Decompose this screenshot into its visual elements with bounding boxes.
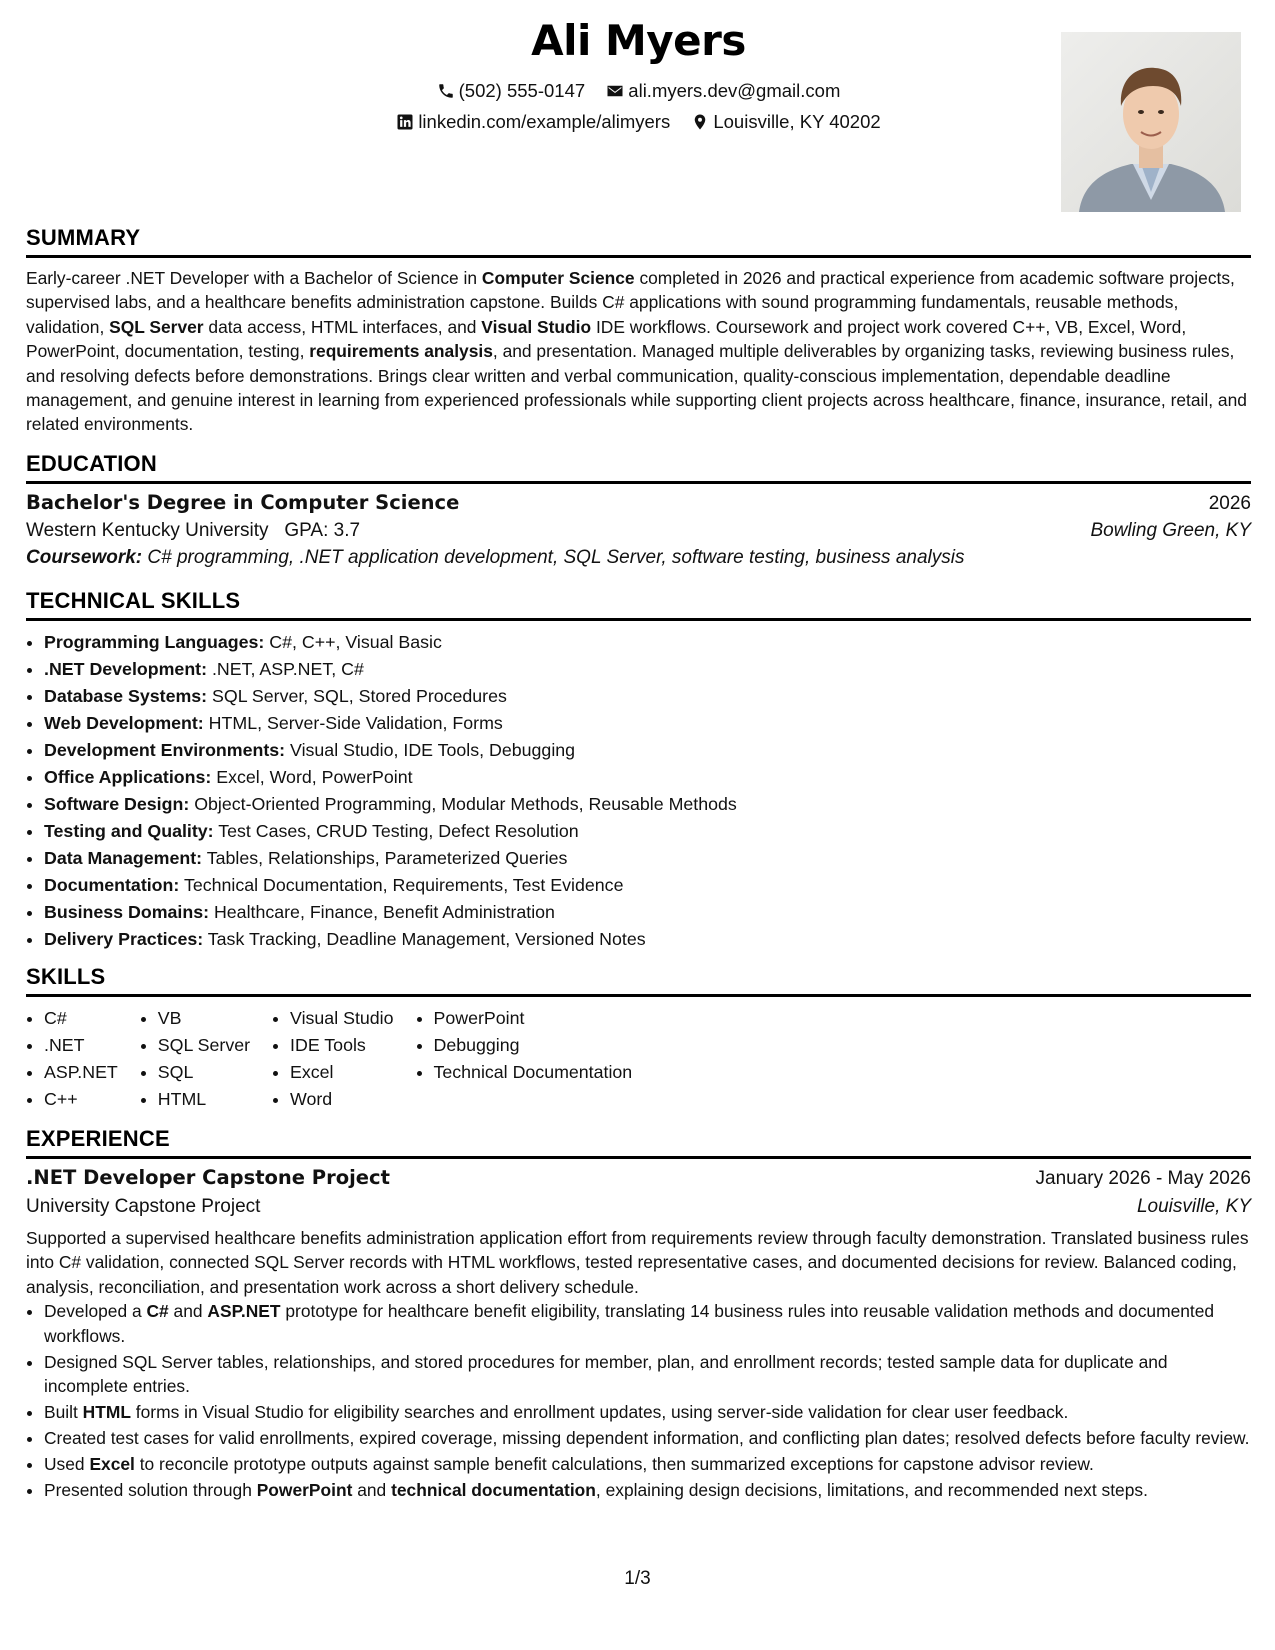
skill-values: Test Cases, CRUD Testing, Defect Resolution bbox=[213, 820, 579, 841]
skill-values: .NET, ASP.NET, C# bbox=[207, 658, 364, 679]
experience-bullet bbox=[44, 1478, 1251, 1503]
skills-column bbox=[26, 1005, 118, 1113]
experience-bullet bbox=[44, 1299, 1251, 1348]
technical-skills-section bbox=[26, 588, 1251, 953]
text-run: Developed a bbox=[44, 1301, 147, 1322]
experience-bullet bbox=[44, 1452, 1251, 1477]
technical-skill-item bbox=[44, 629, 1251, 656]
skill-category: Delivery Practices: bbox=[44, 928, 204, 949]
school-location: Bowling Green, KY bbox=[1090, 519, 1251, 541]
text-run: Built bbox=[44, 1402, 83, 1423]
job-location: Louisville, KY bbox=[1136, 1195, 1251, 1217]
bold-keyword: technical documentation bbox=[391, 1480, 596, 1501]
skill-values: SQL Server, SQL, Stored Procedures bbox=[207, 685, 507, 706]
skill-item: • HTML bbox=[158, 1086, 250, 1113]
experience-row-2 bbox=[26, 1196, 1251, 1218]
skill-category: Business Domains: bbox=[44, 901, 210, 922]
technical-skill-item bbox=[44, 737, 1251, 764]
skill-item: • PowerPoint bbox=[434, 1005, 633, 1032]
location-contact bbox=[691, 111, 880, 133]
bold-keyword: C# bbox=[146, 1301, 169, 1322]
skill-item: • IDE Tools bbox=[290, 1032, 393, 1059]
skill-values: Object-Oriented Programming, Modular Methods, Reusable Methods bbox=[189, 793, 737, 814]
degree-title: Bachelor's Degree in Computer Science bbox=[26, 490, 460, 514]
technical-skill-item bbox=[44, 845, 1251, 872]
skill-item: • Technical Documentation bbox=[434, 1059, 633, 1086]
text-run: Created test cases for valid enrollments, expired coverage, missing dependent information, and conflicting plan dates; resolved defects before faculty review. bbox=[44, 1428, 1250, 1449]
graduation-year: 2026 bbox=[1208, 492, 1251, 514]
education-section bbox=[26, 451, 1251, 569]
job-description: Supported a supervised healthcare benefits administration application effort from requirements review through faculty demonstration. Translated business rules into C# validation, connected SQL Server records with HTML workflows, tested representative cases, and documented decisions for review. Balanced coding, analysis, reconciliation, and presentation work across a short delivery schedule. bbox=[26, 1227, 1249, 1297]
text-run: prototype for healthcare benefit eligibility, translating 14 business rules into reusable validation methods and documented workflows. bbox=[44, 1301, 1215, 1346]
text-run: Presented solution through bbox=[44, 1480, 257, 1501]
bold-keyword: PowerPoint bbox=[256, 1480, 353, 1501]
text-run: , and presentation. Managed multiple deliverables by organizing tasks, reviewing business rules, and resolving defects before demonstrations. Brings clear written and verbal communication, quality-conscious implementation, dependable deadline management, and genuine interest in learning from experienced professionals while supporting client projects across healthcare, finance, insurance, retail, and related environments. bbox=[26, 341, 1247, 435]
envelope-icon bbox=[606, 82, 624, 100]
skill-item: • ASP.NET bbox=[44, 1059, 118, 1086]
job-dates: January 2026 - May 2026 bbox=[1035, 1167, 1251, 1189]
bold-keyword: requirements analysis bbox=[309, 341, 493, 362]
skill-values: Task Tracking, Deadline Management, Versioned Notes bbox=[203, 928, 646, 949]
education-row-2 bbox=[26, 520, 1251, 542]
skill-values: Visual Studio, IDE Tools, Debugging bbox=[285, 739, 576, 760]
technical-skill-item bbox=[44, 683, 1251, 710]
skill-category: Programming Languages: bbox=[44, 631, 265, 652]
text-run: IDE workflows. Coursework and project work covered C++, VB, Excel, Word, PowerPoint, documentation, testing, bbox=[26, 316, 1187, 362]
bold-keyword: Excel bbox=[89, 1454, 135, 1475]
text-run: Early-career .NET Developer with a Bachelor of Science in bbox=[26, 268, 482, 288]
technical-skill-item bbox=[44, 656, 1251, 683]
bold-keyword: SQL Server bbox=[109, 316, 204, 337]
skill-item: • SQL Server bbox=[158, 1032, 250, 1059]
coursework-line bbox=[26, 547, 1251, 569]
email-text[interactable]: ali.myers.dev@gmail.com bbox=[628, 80, 841, 101]
experience-section bbox=[26, 1126, 1251, 1503]
skill-category: Database Systems: bbox=[44, 685, 208, 706]
map-pin-icon bbox=[691, 113, 709, 131]
job-org: University Capstone Project bbox=[26, 1195, 261, 1217]
skills-column bbox=[140, 1005, 250, 1113]
skill-category: Development Environments: bbox=[44, 739, 286, 760]
skill-item: • SQL bbox=[158, 1059, 250, 1086]
skill-category: Testing and Quality: bbox=[44, 820, 214, 841]
skill-category: Documentation: bbox=[44, 874, 180, 895]
text-run: Used bbox=[44, 1454, 90, 1475]
skill-category: Data Management: bbox=[44, 847, 203, 868]
text-run: , explaining design decisions, limitations, and recommended next steps. bbox=[595, 1480, 1148, 1501]
skills-column bbox=[272, 1005, 393, 1113]
skill-item: • Excel bbox=[290, 1059, 393, 1086]
linkedin-icon bbox=[396, 113, 414, 131]
skills-columns bbox=[26, 1005, 1251, 1113]
skill-item: • .NET bbox=[44, 1032, 118, 1059]
skills-heading: SKILLS bbox=[26, 964, 1251, 997]
skill-item: • C# bbox=[44, 1005, 118, 1032]
text-run: forms in Visual Studio for eligibility searches and enrollment updates, using server-side validation for clear user feedback. bbox=[130, 1402, 1069, 1423]
phone-icon bbox=[437, 82, 455, 100]
job-bullets bbox=[26, 1299, 1251, 1503]
skills-column bbox=[416, 1005, 633, 1113]
resume-header bbox=[26, 0, 1251, 225]
experience-bullet bbox=[44, 1350, 1251, 1399]
page-number: 1/3 bbox=[624, 1568, 651, 1589]
skill-values: Excel, Word, PowerPoint bbox=[211, 766, 413, 787]
technical-skill-item bbox=[44, 926, 1251, 953]
skill-category: Software Design: bbox=[44, 793, 190, 814]
technical-skill-item bbox=[44, 818, 1251, 845]
education-heading: EDUCATION bbox=[26, 451, 1251, 484]
skill-item: • Debugging bbox=[434, 1032, 633, 1059]
coursework-label: Coursework: bbox=[26, 546, 143, 568]
bold-keyword: Visual Studio bbox=[481, 316, 592, 337]
technical-skill-item bbox=[44, 791, 1251, 818]
resume-page bbox=[26, 0, 1251, 1504]
text-run: Designed SQL Server tables, relationships, and stored procedures for member, plan, and enrollment records; tested sample data for duplicate and incomplete entries. bbox=[44, 1351, 1168, 1397]
summary-text bbox=[26, 266, 1251, 437]
skill-category: Office Applications: bbox=[44, 766, 212, 787]
linkedin-text[interactable]: linkedin.com/example/alimyers bbox=[418, 111, 671, 132]
summary-heading: SUMMARY bbox=[26, 225, 1251, 258]
candidate-name: Ali Myers bbox=[531, 16, 746, 65]
technical-skill-item bbox=[44, 872, 1251, 899]
summary-section bbox=[26, 225, 1251, 437]
school-name: Western Kentucky University bbox=[26, 519, 269, 541]
experience-row-1 bbox=[26, 1166, 1251, 1190]
technical-skill-item bbox=[44, 764, 1251, 791]
experience-bullet bbox=[44, 1400, 1251, 1425]
technical-skill-item bbox=[44, 899, 1251, 926]
skill-category: Web Development: bbox=[44, 712, 204, 733]
technical-skills-list bbox=[26, 629, 1251, 953]
experience-bullet bbox=[44, 1426, 1251, 1451]
skill-values: Tables, Relationships, Parameterized Queries bbox=[202, 847, 568, 868]
profile-photo bbox=[1061, 32, 1241, 212]
phone-text: (502) 555-0147 bbox=[458, 80, 586, 101]
skill-values: HTML, Server-Side Validation, Forms bbox=[203, 712, 503, 733]
job-title: .NET Developer Capstone Project bbox=[26, 1165, 390, 1189]
location-text: Louisville, KY 40202 bbox=[713, 111, 881, 132]
skill-values: C#, C++, Visual Basic bbox=[264, 631, 442, 652]
skill-values: Technical Documentation, Requirements, Test Evidence bbox=[179, 874, 624, 895]
bold-keyword: ASP.NET bbox=[207, 1301, 281, 1322]
linkedin-contact[interactable] bbox=[396, 111, 670, 133]
text-run: completed in 2026 and practical experience from academic software projects, supervised labs, and a healthcare benefits administration capstone. Builds C# applications with sound programming fundamentals, reusable methods, validation, bbox=[26, 268, 1235, 337]
skill-category: .NET Development: bbox=[44, 658, 208, 679]
text-run: and bbox=[352, 1480, 392, 1501]
bold-keyword: HTML bbox=[82, 1402, 131, 1423]
text-run: to reconcile prototype outputs against sample benefit calculations, then summarized exceptions for capstone advisor review. bbox=[134, 1454, 1094, 1475]
skill-item: • C++ bbox=[44, 1086, 118, 1113]
gpa: GPA: 3.7 bbox=[284, 519, 361, 541]
coursework-text: C# programming, .NET application development, SQL Server, software testing, business analysis bbox=[142, 546, 965, 568]
school-line bbox=[26, 520, 360, 542]
technical-skill-item bbox=[44, 710, 1251, 737]
email-contact[interactable] bbox=[606, 80, 840, 102]
technical-skills-heading: TECHNICAL SKILLS bbox=[26, 588, 1251, 621]
skill-item: • Word bbox=[290, 1086, 393, 1113]
skill-values: Healthcare, Finance, Benefit Administration bbox=[209, 901, 555, 922]
experience-heading: EXPERIENCE bbox=[26, 1126, 1251, 1159]
text-run: and bbox=[168, 1301, 208, 1322]
phone-contact bbox=[437, 80, 586, 102]
skill-item: • Visual Studio bbox=[290, 1005, 393, 1032]
bold-keyword: Computer Science bbox=[481, 268, 635, 288]
text-run: data access, HTML interfaces, and bbox=[203, 316, 482, 337]
skill-item: • VB bbox=[158, 1005, 250, 1032]
education-row-1 bbox=[26, 491, 1251, 515]
skills-section bbox=[26, 964, 1251, 1113]
